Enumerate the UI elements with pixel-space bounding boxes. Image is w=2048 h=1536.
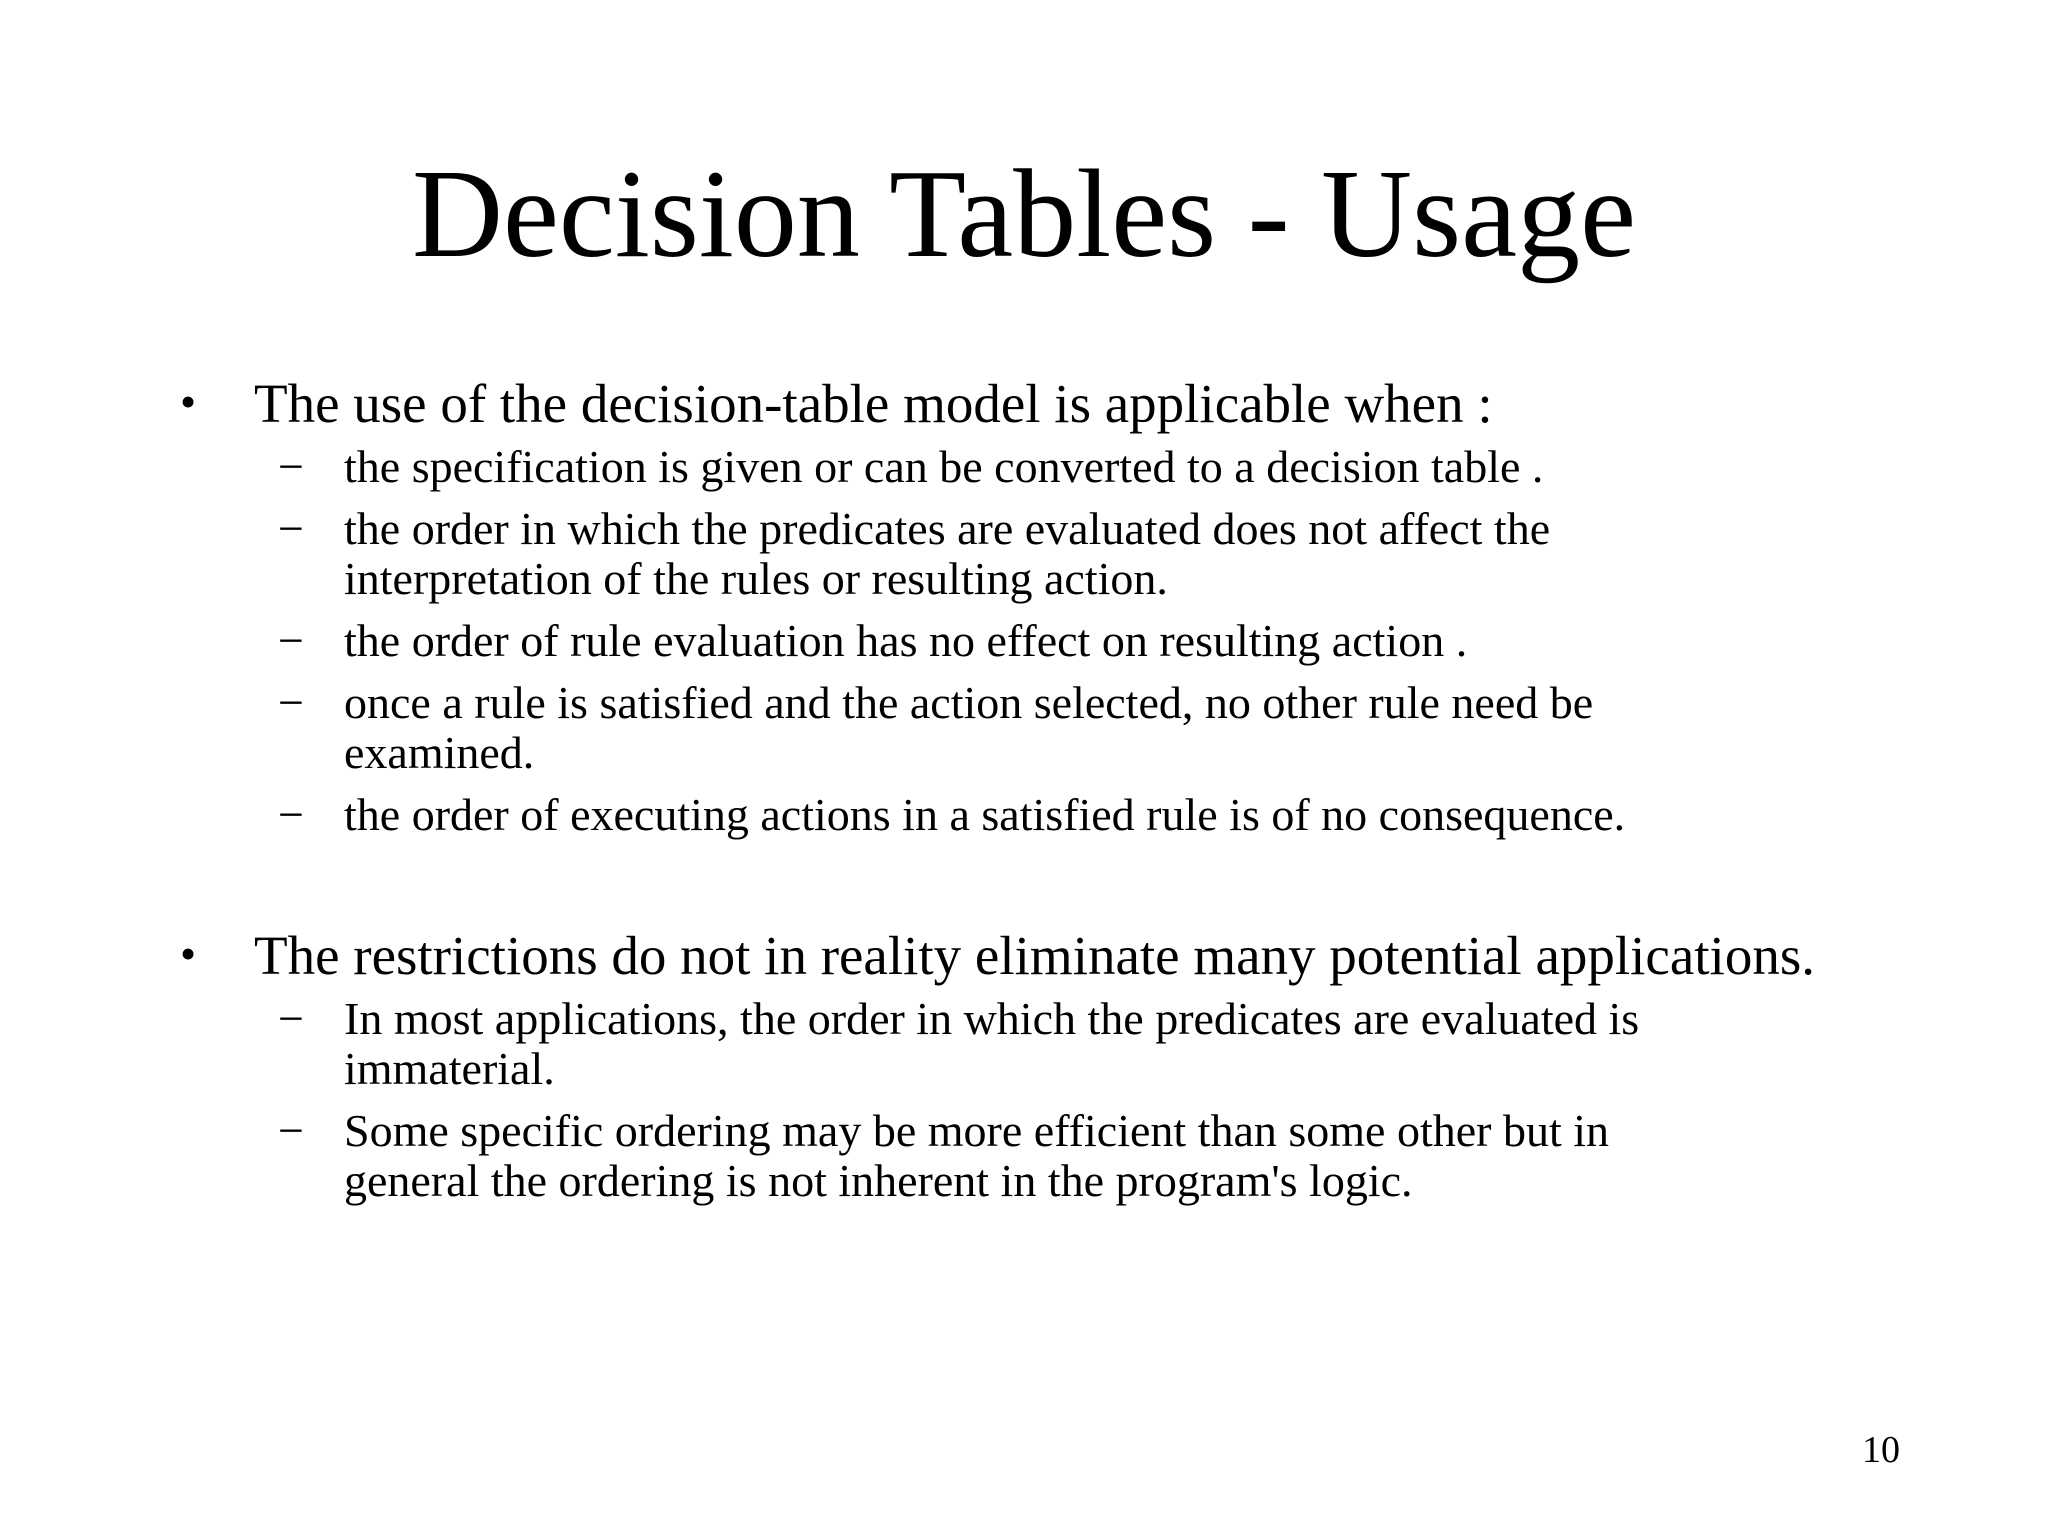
sub-item-1-2-text: [344, 504, 1844, 604]
bullet-marker: •: [180, 376, 197, 427]
sub-item-2-1-text: [344, 994, 1844, 1094]
sub-item-1-1-text: [344, 442, 1844, 492]
bullet-2-text: The restrictions do not in reality eliminate many potential applications.: [254, 925, 1815, 986]
bullet-marker: •: [180, 928, 197, 979]
dash-marker: −: [278, 441, 304, 492]
sub-item-line: examined.: [344, 727, 535, 778]
dash-marker: −: [278, 615, 304, 666]
sub-item-1-3-text: [344, 616, 1844, 666]
sub-item-line: general the ordering is not inherent in the program's logic.: [344, 1155, 1413, 1206]
dash-marker: −: [278, 789, 304, 840]
sub-item-line: the specification is given or can be converted to a decision table .: [344, 441, 1544, 492]
sub-item-line: the order of executing actions in a satisfied rule is of no consequence.: [344, 789, 1626, 840]
sub-item-line: the order in which the predicates are evaluated does not affect the: [344, 503, 1551, 554]
sub-item-2-2-text: [344, 1106, 1844, 1206]
dash-marker: −: [278, 1105, 304, 1156]
sub-item-line: Some specific ordering may be more efficient than some other but in: [344, 1105, 1610, 1156]
dash-marker: −: [278, 503, 304, 554]
page-number: 10: [1862, 1429, 1900, 1471]
sub-item-line: In most applications, the order in which the predicates are evaluated is: [344, 993, 1640, 1044]
sub-item-line: the order of rule evaluation has no effect on resulting action .: [344, 615, 1468, 666]
sub-item-line: interpretation of the rules or resulting action.: [344, 553, 1168, 604]
sub-item-1-4-text: [344, 678, 1844, 778]
sub-item-line: immaterial.: [344, 1043, 555, 1094]
dash-marker: −: [278, 993, 304, 1044]
dash-marker: −: [278, 677, 304, 728]
sub-item-1-5-text: [344, 790, 1844, 840]
sub-item-line: once a rule is satisfied and the action selected, no other rule need be: [344, 677, 1594, 728]
bullet-1-text: The use of the decision-table model is applicable when :: [254, 373, 1493, 434]
slide-title: Decision Tables - Usage: [411, 145, 1636, 284]
